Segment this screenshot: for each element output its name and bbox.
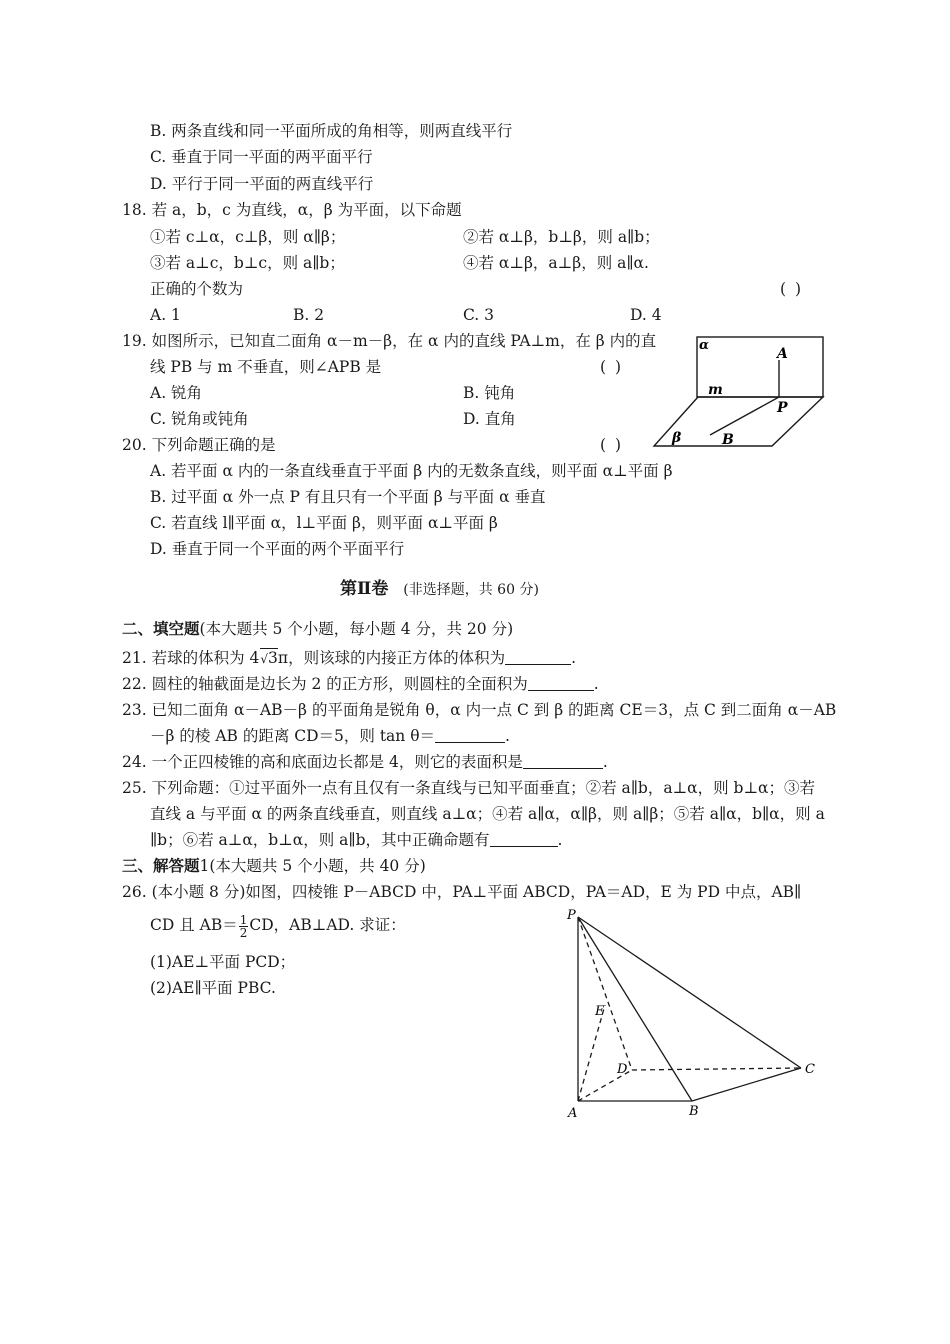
q24	[122, 752, 608, 772]
q22	[122, 674, 599, 694]
section-3-header	[122, 856, 426, 876]
q20-option-c: C. 若直线 l∥平面 α，l⊥平面 β，则平面 α⊥平面 β	[150, 514, 498, 532]
q21-answer-blank[interactable]	[505, 650, 571, 665]
q18-option-c: C. 3	[463, 306, 495, 324]
section-2-header	[122, 619, 513, 639]
q25-line-2: 直线 a 与平面 α 的两条直线垂直，则直线 a⊥α；④若 a∥α，α∥β，则 a∥β；⑤若 a∥α，b∥α，则 a	[150, 805, 825, 823]
edge-pd	[578, 917, 632, 1070]
q19-option-b: B. 钝角	[463, 384, 516, 402]
q26-line-2	[150, 912, 406, 939]
q26-fraction-denominator: 2	[239, 925, 248, 940]
label-p: P	[777, 400, 788, 416]
q25-text: ∥b；⑥若 a⊥α，b⊥α，则 a∥b，其中正确命题有	[150, 831, 490, 849]
q23-end: .	[505, 727, 510, 745]
q23-answer-blank[interactable]	[435, 728, 505, 743]
q19-option-c: C. 锐角或钝角	[150, 410, 249, 428]
q21-sqrt-value: 3	[268, 649, 278, 667]
q26-pyramid-figure	[560, 905, 830, 1125]
q26-fraction-numerator: 1	[239, 912, 248, 927]
q19-answer-paren: ( )	[600, 358, 624, 376]
segment-ae	[578, 1005, 605, 1101]
q23-text: －β 的棱 AB 的距离 CD＝5，则 tan θ＝	[150, 727, 436, 745]
q25-line-3	[150, 830, 562, 850]
label-d: D	[617, 1062, 628, 1077]
label-b: B	[689, 1104, 699, 1119]
q21: 21. 若球的体积为 4√3π，则该球的内接正方体的体积为 .	[122, 649, 577, 667]
q20-option-a: A. 若平面 α 内的一条直线垂直于平面 β 内的无数条直线，则平面 α⊥平面 β	[150, 462, 673, 480]
q20-option-b: B. 过平面 α 外一点 P 有且只有一个平面 β 与平面 α 垂直	[150, 488, 546, 506]
q18-proposition-4: ④若 α⊥β，a⊥β，则 a∥α.	[463, 254, 649, 272]
q21-text-pre: 21. 若球的体积为 4	[122, 649, 260, 667]
q17-option-c: C. 垂直于同一平面的两平面平行	[150, 148, 373, 166]
edge-dc	[632, 1068, 801, 1070]
edge-pc	[578, 917, 801, 1068]
q24-answer-blank[interactable]	[523, 754, 603, 769]
q18-stem: 18. 若 a，b，c 为直线，α，β 为平面，以下命题	[122, 201, 462, 219]
q25-end: .	[557, 831, 563, 849]
q20-stem: 20. 下列命题正确的是	[122, 436, 276, 454]
label-c: C	[805, 1062, 815, 1077]
q18-option-a: A. 1	[150, 306, 181, 324]
q26-line-1: 26. (本小题 8 分)如图，四棱锥 P－ABCD 中，PA⊥平面 ABCD，PA＝AD，E 为 PD 中点，AB∥	[122, 883, 802, 901]
q19-line-1: 19. 如图所示，已知直二面角 α－m－β，在 α 内的直线 PA⊥m，在 β 内的直	[122, 332, 657, 350]
q18-option-b: B. 2	[293, 306, 325, 324]
q25-line-1: 25. 下列命题：①过平面外一点有且仅有一条直线与已知平面垂直；②若 a∥b，a⊥α，则 b⊥α；③若	[122, 779, 816, 797]
q21-text-post: π，则该球的内接正方体的体积为	[277, 649, 506, 667]
q20-option-d: D. 垂直于同一个平面的两个平面平行	[150, 540, 405, 558]
part-2-header	[340, 579, 539, 600]
q17-option-b: B. 两条直线和同一平面所成的角相等，则两直线平行	[150, 122, 513, 140]
part-2-title: 第Ⅱ卷	[340, 579, 389, 599]
section-3-desc: 1(本大题共 5 个小题，共 40 分)	[199, 857, 426, 875]
label-e: E	[595, 1004, 605, 1019]
q19-option-a: A. 锐角	[150, 384, 203, 402]
q20-answer-paren: ( )	[600, 436, 624, 454]
q19-line-2: 线 PB 与 m 不垂直，则∠APB 是	[150, 358, 382, 376]
q19-option-d: D. 直角	[463, 410, 516, 428]
label-b: B	[722, 432, 734, 448]
q18-proposition-2: ②若 α⊥β，b⊥β，则 a∥b；	[463, 228, 660, 246]
q17-option-d: D. 平行于同一平面的两直线平行	[150, 175, 374, 193]
q21-end: .	[571, 649, 577, 667]
q24-end: .	[602, 753, 608, 771]
q22-answer-blank[interactable]	[528, 676, 594, 691]
q23-line-2	[150, 726, 510, 746]
section-2-desc: (本大题共 5 个小题，每小题 4 分，共 20 分)	[199, 620, 514, 638]
q18-ask: 正确的个数为	[150, 280, 244, 298]
edge-bc	[692, 1068, 801, 1101]
q22-text: 22. 圆柱的轴截面是边长为 2 的正方形，则圆柱的全面积为	[122, 675, 528, 693]
q25-answer-blank[interactable]	[490, 832, 558, 847]
label-a: A	[568, 1106, 578, 1121]
label-p: P	[567, 908, 576, 923]
q23-line-1: 23. 已知二面角 α－AB－β 的平面角是锐角 θ，α 内一点 C 到 β 的距离 CE＝3，点 C 到二面角 α－AB	[122, 701, 837, 719]
q26-part-1: (1)AE⊥平面 PCD；	[150, 953, 296, 971]
q26-part-2: (2)AE∥平面 PBC.	[150, 979, 276, 997]
label-alpha: α	[699, 338, 710, 353]
part-2-subtitle: (非选择题，共 60 分)	[403, 582, 539, 598]
q24-text: 24. 一个正四棱锥的高和底面边长都是 4，则它的表面积是	[122, 753, 523, 771]
segment-pb	[710, 397, 779, 435]
label-beta: β	[672, 430, 682, 446]
q26-fraction	[239, 914, 249, 939]
q18-proposition-3: ③若 a⊥c，b⊥c，则 a∥b；	[150, 254, 345, 272]
section-2-title: 二、填空题	[122, 619, 200, 638]
q26-text-pre: CD 且 AB＝	[150, 916, 238, 934]
q19-dihedral-figure	[650, 330, 840, 452]
q26-text-post: CD，AB⊥AD. 求证：	[249, 916, 406, 934]
section-3-title: 三、解答题	[122, 856, 200, 875]
label-a: A	[777, 346, 788, 362]
q18-answer-paren: ( )	[780, 280, 804, 298]
label-m: m	[708, 382, 723, 398]
q18-proposition-1: ①若 c⊥α，c⊥β，则 α∥β；	[150, 228, 346, 246]
q22-end: .	[593, 675, 599, 693]
q18-option-d: D. 4	[630, 306, 662, 324]
